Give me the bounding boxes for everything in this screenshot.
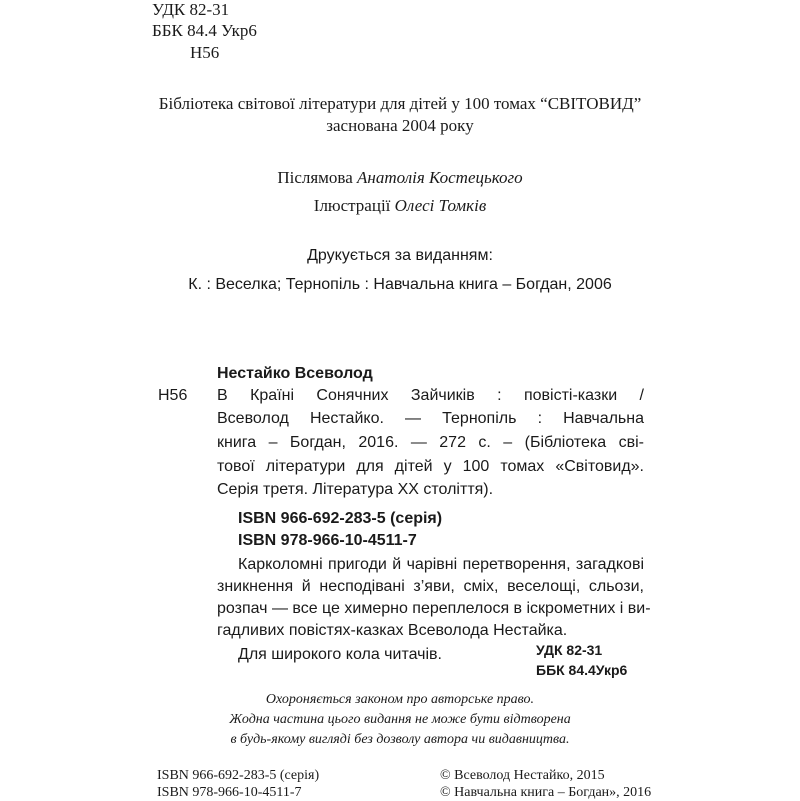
author-mark: Н56	[190, 43, 220, 62]
udk-code: УДК 82-31	[152, 0, 230, 19]
catalog-bbk: ББК 84.4Укр6	[536, 662, 628, 678]
annotation-line: гадливих повістях-казках Всеволода Нестайка.	[217, 622, 568, 639]
catalog-isbn-book: ISBN 978-966-10-4511-7	[238, 532, 417, 549]
afterword-label: Післямова	[277, 168, 358, 187]
bbk-code: ББК 84.4 Укр6	[152, 21, 257, 40]
annotation-line: Карколомні пригоди й чарівні перетворення, загадкові	[238, 556, 644, 573]
series-founded: заснована 2004 року	[326, 116, 474, 135]
illustrations-label: Ілюстрації	[313, 196, 395, 215]
footer-isbn-book: ISBN 978-966-10-4511-7	[157, 785, 302, 800]
catalog-author: Нестайко Всеволод	[217, 365, 373, 382]
annotation-line: розпач — все це химерно переплелося в іскрометних і ви-	[217, 600, 651, 617]
catalog-isbn-series: ISBN 966-692-283-5 (серія)	[238, 510, 443, 527]
afterword-name: Анатолія Костецького	[357, 168, 523, 187]
catalog-line: тової літератури для дітей у 100 томах «Світовид».	[217, 458, 644, 475]
footer-isbn-series: ISBN 966-692-283-5 (серія)	[157, 768, 320, 783]
catalog-line: Серія третя. Література ХХ століття).	[217, 481, 494, 498]
footer-copyright-publisher: © Навчальна книга – Богдан», 2016	[440, 785, 652, 800]
series-title: Бібліотека світової літератури для дітей у 100 томах “СВІТОВИД”	[158, 94, 642, 113]
illustrations-name: Олесі Томків	[394, 196, 487, 215]
copyright-notice-line: в будь-якому вигляді без дозволу автора чи видавництва.	[230, 732, 570, 747]
copyright-notice-line: Охороняється законом про авторське право.	[265, 692, 535, 707]
illustrations-credit	[0, 196, 800, 216]
catalog-line: Всеволод Нестайко. — Тернопіль : Навчальна	[217, 410, 644, 427]
copyright-notice-line: Жодна частина цього видання не може бути відтворена	[229, 712, 571, 727]
catalog-line: В Країні Сонячних Зайчиків : повісті-казки /	[217, 387, 644, 404]
footer-copyright-author: © Всеволод Нестайко, 2015	[440, 768, 605, 783]
catalog-udk: УДК 82-31	[536, 642, 603, 658]
printed-from-edition: К. : Веселка; Тернопіль : Навчальна книга – Богдан, 2006	[188, 276, 612, 293]
catalog-author-mark: Н56	[158, 387, 188, 404]
annotation-line: Для широкого кола читачів.	[238, 646, 442, 663]
annotation-line: зникнення й несподівані з’яви, сміх, веселощі, сльози,	[217, 578, 644, 595]
catalog-line: книга – Богдан, 2016. — 272 с. – (Бібліотека сві-	[217, 434, 644, 451]
printed-from-label: Друкується за виданням:	[307, 247, 493, 264]
afterword-credit	[0, 168, 800, 188]
